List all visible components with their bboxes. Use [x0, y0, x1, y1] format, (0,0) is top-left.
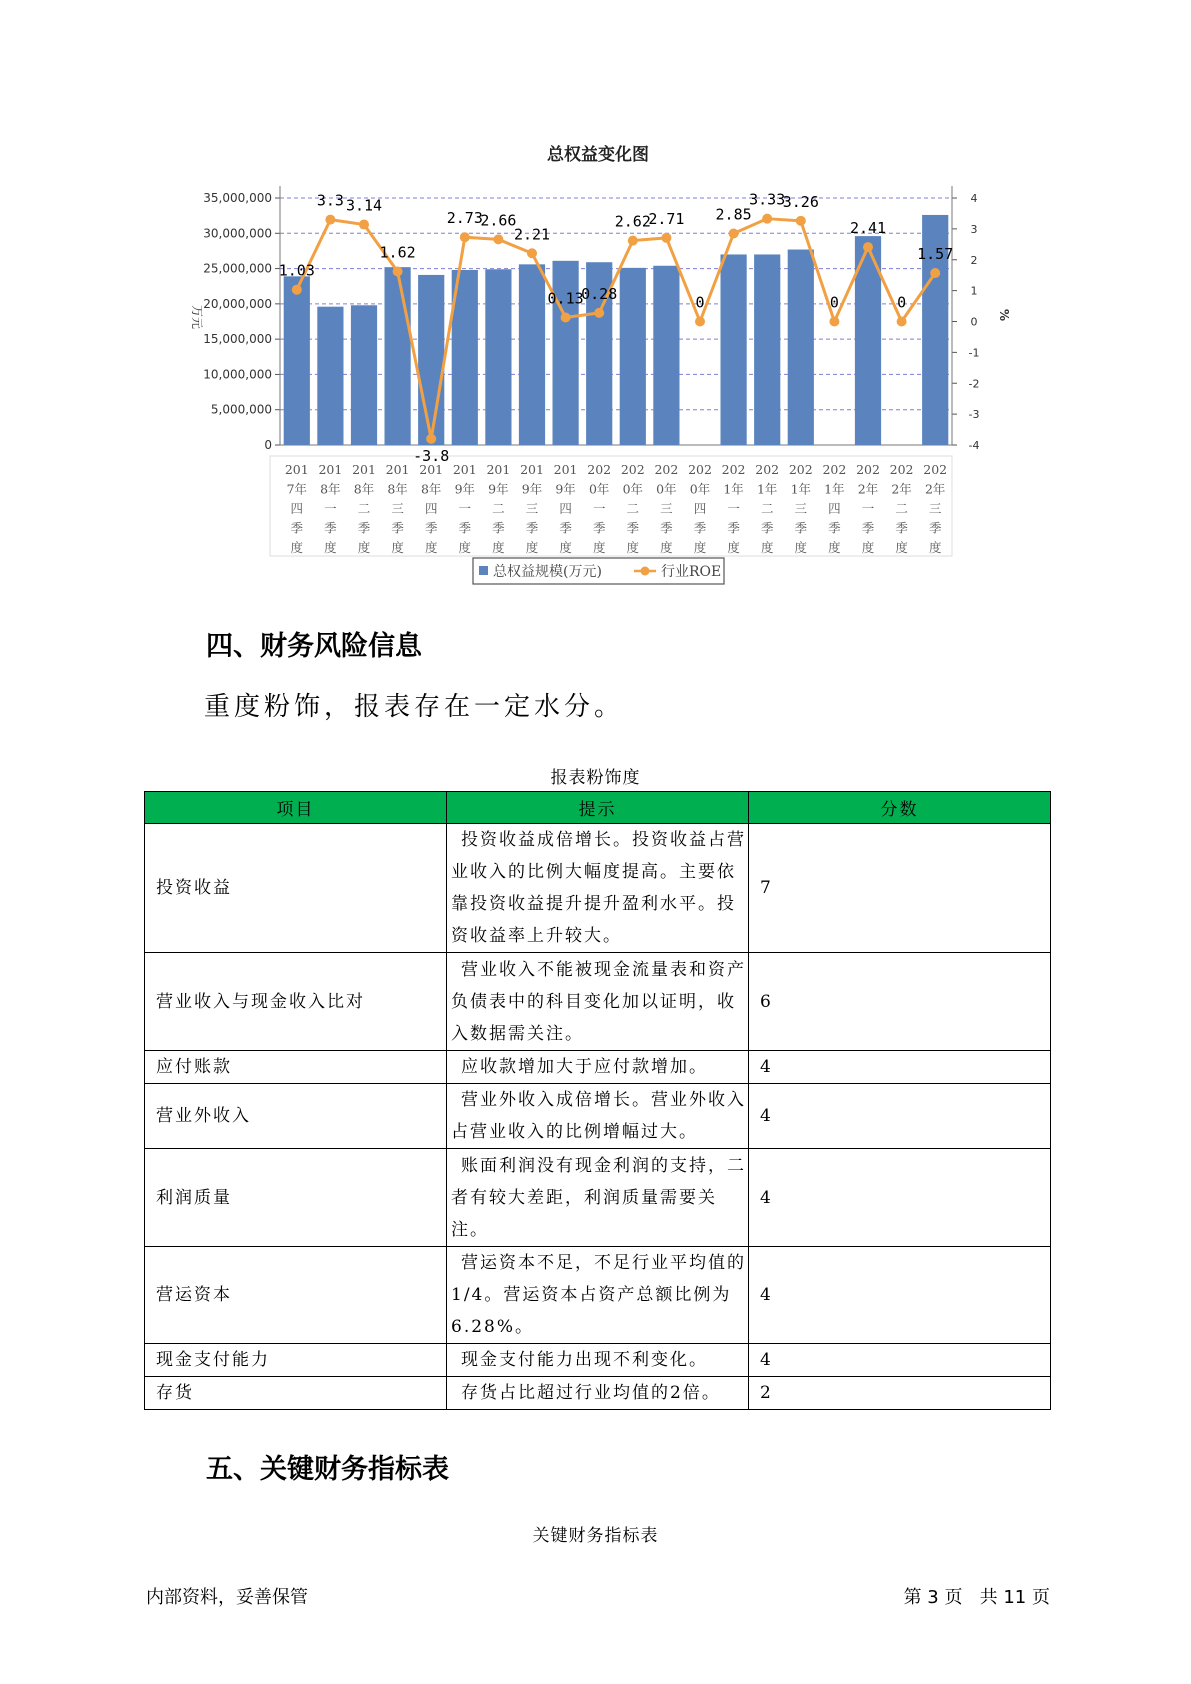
x-tick-label: 度 [592, 540, 606, 555]
x-tick-label: 季 [391, 520, 404, 536]
x-tick-label: 1年 [723, 481, 744, 497]
x-tick-label: 季 [424, 520, 438, 536]
legend-label-equity: 总权益规模(万元) [493, 564, 602, 580]
x-tick-label: 202 [788, 462, 813, 477]
table-row [145, 1247, 1051, 1344]
x-tick-label: 度 [660, 540, 673, 555]
x-tick-label: 一 [727, 501, 740, 516]
row-score: 4 [749, 1051, 1051, 1084]
roe-data-label: 0.13 [547, 289, 584, 308]
bar [519, 264, 545, 445]
bar [620, 268, 646, 445]
x-tick-label: 0年 [689, 481, 711, 497]
legend-swatch-bar [479, 566, 488, 575]
risk-table-header [145, 792, 1051, 824]
roe-data-label: 3.33 [749, 190, 786, 209]
x-tick-label: 2年 [924, 481, 946, 497]
y-left-tick-label: 5,000,000 [210, 402, 272, 417]
y-right-axis-name: % [997, 308, 1011, 322]
roe-data-label: 1.57 [917, 245, 954, 264]
x-tick-label: 度 [324, 540, 337, 555]
row-score: 2 [749, 1377, 1051, 1410]
x-tick-label: 季 [525, 520, 539, 536]
row-item: 利润质量 [145, 1149, 447, 1247]
roe-point [796, 216, 806, 226]
chart-title: 总权益变化图 [547, 145, 649, 165]
x-tick-label: 度 [357, 540, 371, 555]
col-header-hint: 提示 [447, 792, 749, 824]
bar [754, 254, 780, 445]
row-score: 4 [749, 1149, 1051, 1247]
row-item: 应付账款 [145, 1051, 447, 1084]
x-tick-label: 四 [828, 501, 841, 516]
row-score: 4 [749, 1084, 1051, 1149]
roe-point [897, 317, 907, 327]
roe-point [359, 220, 369, 230]
y-left-tick-label: 0 [264, 438, 272, 452]
bar [384, 267, 410, 445]
x-tick-label: 度 [525, 540, 539, 555]
x-tick-label: 季 [660, 520, 673, 536]
row-item: 营运资本 [145, 1247, 447, 1344]
x-tick-label: 度 [559, 540, 572, 555]
row-hint: 账面利润没有现金利润的支持，二者有较大差距，利润质量需要关注。 [447, 1149, 749, 1247]
roe-point [729, 229, 739, 239]
x-tick-label: 度 [492, 540, 505, 555]
key-indicator-table-caption: 关键财务指标表 [532, 1526, 659, 1546]
y-right-tick-label: 4 [970, 192, 978, 205]
x-tick-label: 季 [458, 520, 472, 536]
x-tick-label: 1年 [790, 481, 812, 497]
legend-swatch-dot [641, 567, 650, 576]
y-right-tick-label: 1 [970, 284, 978, 298]
y-right-tick-label: -4 [968, 439, 980, 452]
y-right-tick-label: -1 [968, 346, 980, 360]
row-hint: 现金支付能力出现不利变化。 [447, 1344, 749, 1377]
bar [720, 254, 746, 445]
x-tick-label: 二 [895, 501, 908, 516]
roe-point [292, 285, 302, 295]
roe-data-label: 0.28 [581, 284, 618, 303]
roe-data-label: 2.41 [849, 219, 887, 238]
y-right-tick-label: 0 [970, 315, 978, 329]
x-tick-label: 度 [626, 540, 640, 555]
x-tick-label: 度 [928, 540, 942, 555]
x-tick-label: 度 [828, 540, 841, 555]
x-tick-label: 三 [525, 501, 539, 516]
row-hint: 营运资本不足，不足行业平均值的1/4。营运资本占资产总额比例为6.28%。 [447, 1247, 749, 1344]
y-left-tick-label: 10,000,000 [203, 367, 272, 382]
row-item: 存货 [145, 1377, 447, 1410]
x-tick-label: 季 [828, 520, 841, 536]
x-tick-label: 季 [895, 520, 908, 536]
x-tick-label: 一 [861, 501, 875, 516]
x-tick-label: 8年 [353, 481, 375, 497]
x-tick-label: 季 [727, 520, 740, 536]
x-tick-label: 8年 [420, 481, 442, 497]
x-tick-label: 三 [928, 501, 942, 516]
x-tick-label: 三 [794, 501, 808, 516]
roe-point [829, 317, 839, 327]
table-row [145, 1344, 1051, 1377]
roe-data-label: -3.8 [413, 446, 450, 465]
bar [418, 275, 444, 445]
footer-page-number: 第 3 页 共 11 页 [903, 1587, 1050, 1608]
x-tick-label: 0年 [622, 481, 644, 497]
roe-point [594, 308, 604, 318]
x-tick-label: 201 [486, 462, 511, 477]
roe-data-label: 1.03 [278, 261, 315, 280]
row-hint: 应收款增加大于应付款增加。 [447, 1051, 749, 1084]
row-hint: 投资收益成倍增长。投资收益占营业收入的比例大幅度提高。主要依靠投资收益提升提升盈利水平。投资收益率上升较大。 [447, 824, 749, 953]
equity-chart-svg [0, 0, 1191, 600]
x-tick-label: 四 [559, 501, 572, 516]
roe-point [460, 232, 470, 242]
y-left-tick-label: 30,000,000 [203, 226, 272, 241]
x-tick-label: 季 [794, 520, 808, 536]
x-tick-label: 一 [324, 501, 337, 516]
x-tick-label: 202 [856, 462, 880, 477]
x-tick-label: 季 [626, 520, 640, 536]
x-tick-label: 0年 [588, 481, 610, 497]
table-row [145, 824, 1051, 953]
y-right-tick-label: -3 [968, 408, 980, 422]
x-tick-label: 202 [889, 462, 914, 477]
roe-point [393, 266, 403, 276]
x-tick-label: 201 [352, 462, 376, 477]
table-row [145, 1051, 1051, 1084]
x-tick-label: 一 [592, 501, 606, 516]
roe-data-label: 1.62 [379, 243, 416, 262]
x-tick-label: 季 [559, 520, 572, 536]
x-tick-label: 度 [861, 540, 875, 555]
x-tick-label: 2年 [891, 481, 912, 497]
bar [485, 269, 511, 445]
risk-summary: 重度粉饰，报表存在一定水分。 [204, 692, 625, 722]
x-tick-label: 201 [553, 462, 578, 477]
section4-heading: 四、财务风险信息 [206, 631, 422, 662]
x-tick-label: 季 [760, 520, 774, 536]
roe-point [930, 268, 940, 278]
footer-confidential: 内部资料，妥善保管 [146, 1587, 308, 1608]
x-tick-label: 9年 [454, 481, 476, 497]
roe-data-label: 2.71 [648, 209, 685, 228]
col-header-score: 分数 [749, 792, 1051, 824]
x-tick-label: 度 [458, 540, 472, 555]
bar [788, 250, 814, 445]
x-tick-label: 度 [290, 540, 304, 555]
roe-data-label: 2.66 [480, 211, 517, 230]
row-item: 营业外收入 [145, 1084, 447, 1149]
x-tick-label: 四 [290, 501, 304, 516]
table-row [145, 1084, 1051, 1149]
x-tick-label: 202 [755, 462, 780, 477]
x-tick-label: 202 [923, 462, 948, 477]
roe-point [561, 312, 571, 322]
x-tick-label: 2年 [857, 481, 879, 497]
x-tick-label: 9年 [555, 481, 576, 497]
x-tick-label: 二 [357, 501, 371, 516]
y-right-tick-label: 2 [970, 253, 978, 267]
x-tick-label: 季 [357, 520, 371, 536]
x-tick-label: 四 [693, 501, 707, 516]
x-tick-label: 度 [391, 540, 404, 555]
roe-point [762, 214, 772, 224]
x-tick-label: 201 [318, 462, 343, 477]
roe-data-label: 0 [897, 293, 907, 312]
roe-point [863, 242, 873, 252]
roe-point [325, 215, 335, 225]
table-row [145, 1377, 1051, 1410]
y-left-tick-label: 20,000,000 [203, 296, 272, 311]
x-tick-label: 季 [324, 520, 337, 536]
x-tick-label: 度 [895, 540, 908, 555]
x-tick-label: 度 [760, 540, 774, 555]
x-tick-label: 季 [861, 520, 875, 536]
x-tick-label: 度 [794, 540, 808, 555]
x-tick-label: 7年 [286, 481, 308, 497]
row-score: 4 [749, 1344, 1051, 1377]
roe-point [426, 434, 436, 444]
x-tick-label: 二 [760, 501, 774, 516]
bar [351, 305, 377, 445]
row-score: 6 [749, 953, 1051, 1051]
x-tick-label: 四 [424, 501, 438, 516]
y-left-axis-name: 万元 [190, 304, 204, 330]
table-row [145, 1149, 1051, 1247]
x-tick-label: 202 [620, 462, 645, 477]
x-tick-label: 度 [424, 540, 438, 555]
row-hint: 存货占比超过行业均值的2倍。 [447, 1377, 749, 1410]
roe-point [527, 248, 537, 258]
roe-point [628, 236, 638, 246]
x-tick-label: 季 [492, 520, 505, 536]
legend-label-roe: 行业ROE [661, 564, 722, 580]
roe-data-label: 0 [829, 293, 839, 312]
x-tick-label: 202 [688, 462, 712, 477]
row-item: 营业收入与现金收入比对 [145, 953, 447, 1051]
row-item: 投资收益 [145, 824, 447, 953]
roe-data-label: 3.14 [345, 196, 383, 215]
x-tick-label: 202 [721, 462, 746, 477]
col-header-item: 项目 [145, 792, 447, 824]
roe-data-label: 3.3 [316, 191, 344, 210]
x-tick-label: 三 [391, 501, 404, 516]
roe-data-label: 3.26 [782, 192, 819, 211]
x-tick-label: 度 [727, 540, 740, 555]
x-tick-label: 9年 [521, 481, 543, 497]
roe-data-label: 2.85 [715, 205, 752, 224]
table-row [145, 953, 1051, 1051]
row-score: 4 [749, 1247, 1051, 1344]
roe-data-label: 0 [695, 293, 705, 312]
x-tick-label: 201 [419, 462, 444, 477]
y-right-tick-label: -2 [968, 377, 980, 391]
bar [317, 307, 343, 445]
x-tick-label: 季 [928, 520, 942, 536]
x-tick-label: 一 [458, 501, 472, 516]
x-tick-label: 1年 [824, 481, 845, 497]
roe-point [661, 233, 671, 243]
x-tick-label: 二 [492, 501, 505, 516]
bar [552, 261, 578, 445]
x-tick-label: 201 [385, 462, 410, 477]
y-left-tick-label: 35,000,000 [203, 191, 272, 205]
x-tick-label: 度 [693, 540, 707, 555]
row-hint: 营业外收入成倍增长。营业外收入占营业收入的比例增幅过大。 [447, 1084, 749, 1149]
x-tick-label: 8年 [320, 481, 341, 497]
y-left-tick-label: 25,000,000 [203, 261, 272, 276]
risk-table-caption: 报表粉饰度 [550, 768, 641, 788]
risk-table [144, 791, 1051, 1410]
roe-data-label: 2.73 [446, 209, 483, 228]
x-tick-label: 201 [284, 462, 309, 477]
roe-data-label: 2.62 [614, 212, 651, 231]
x-tick-label: 二 [626, 501, 640, 516]
x-tick-label: 季 [592, 520, 606, 536]
bar [653, 266, 679, 445]
row-hint: 营业收入不能被现金流量表和资产负债表中的科目变化加以证明，收入数据需关注。 [447, 953, 749, 1051]
x-tick-label: 三 [660, 501, 673, 516]
roe-point [695, 317, 705, 327]
x-tick-label: 201 [452, 462, 477, 477]
y-left-tick-label: 15,000,000 [203, 332, 272, 347]
x-tick-label: 1年 [756, 481, 778, 497]
row-score: 7 [749, 824, 1051, 953]
x-tick-label: 202 [587, 462, 612, 477]
row-item: 现金支付能力 [145, 1344, 447, 1377]
roe-point [493, 234, 503, 244]
x-tick-label: 202 [654, 462, 679, 477]
y-right-tick-label: 3 [970, 222, 978, 236]
section5-heading: 五、关键财务指标表 [206, 1454, 449, 1485]
x-tick-label: 季 [290, 520, 304, 536]
x-tick-label: 201 [520, 462, 544, 477]
equity-chart [0, 0, 1191, 600]
x-tick-label: 季 [693, 520, 707, 536]
roe-data-label: 2.21 [513, 225, 551, 244]
x-tick-label: 0年 [656, 481, 677, 497]
x-tick-label: 202 [822, 462, 847, 477]
x-tick-label: 9年 [488, 481, 509, 497]
bar [284, 276, 310, 445]
x-tick-label: 8年 [387, 481, 408, 497]
